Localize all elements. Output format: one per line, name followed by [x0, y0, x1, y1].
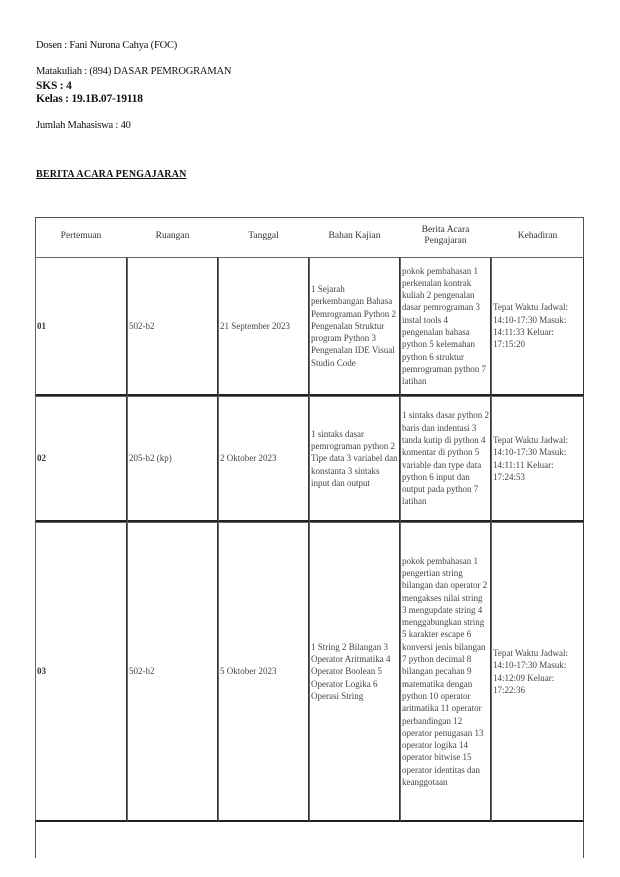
column-header-ruangan: Ruangan	[155, 230, 190, 241]
column-header-pertemuan: Pertemuan	[60, 230, 102, 241]
table-header-row	[35, 217, 584, 255]
cell-kehadiran: Tepat Waktu Jadwal: 14:10-17:30 Masuk: 14:11:11 Keluar: 17:24:53	[491, 396, 584, 522]
student-count-line: Jumlah Mahasiswa : 40	[36, 120, 131, 131]
cell-tanggal: 2 Oktober 2023	[218, 396, 309, 522]
cell-pertemuan: 03	[35, 522, 127, 822]
cell-tanggal: 5 Oktober 2023	[218, 522, 309, 822]
cell-berita-acara: pokok pembahasan 1 pengertian string bilangan dan operator 2 mengakses nilai string 3 mengupdate string 4 menggabungkan string 5 karakter escape 6 konversi jenis bilangan 7 python decimal 8 bilangan pecahan 9 matematika dengan python 10 operator aritmatika 11 operator perbandingan 12 operator penugasan 13 operator logika 14 operator bitwise 15 operator identitas dan keanggotaan	[400, 522, 491, 822]
column-header-berita-acara: Berita Acara Pengajaran	[421, 225, 470, 246]
table-row	[35, 396, 584, 522]
credits-line: SKS : 4	[36, 80, 72, 92]
column-header-tanggal: Tanggal	[248, 230, 279, 241]
cell-berita-acara: 1 sintaks dasar python 2 baris dan indentasi 3 tanda kutip di python 4 komentar di python 5 variable dan type data python 6 input dan output pada python 7 latihan	[400, 396, 491, 522]
table-row	[35, 522, 584, 822]
cell-bahan-kajian: 1 Sejarah perkembangan Bahasa Pemrograman Python 2 Pengenalan Struktur program Python 3 Pengenalan IDE Visual Studio Code	[309, 257, 400, 396]
cell-ruangan: 502-b2	[127, 522, 218, 822]
cell-tanggal: 21 September 2023	[218, 257, 309, 396]
cell-ruangan: 205-b2 (kp)	[127, 396, 218, 522]
table-row	[35, 257, 584, 396]
column-header-bahan-kajian: Bahan Kajian	[328, 230, 381, 241]
cell-berita-acara: pokok pembahasan 1 perkenalan kontrak kuliah 2 pengenalan dasar pemrograman 3 instal tools 4 pengenalan bahasa python 5 kelemahan python 6 struktur pemrograman python 7 latihan	[400, 257, 491, 396]
cell-ruangan: 502-b2	[127, 257, 218, 396]
teaching-record-table	[35, 217, 584, 827]
column-header-kehadiran: Kehadiran	[517, 230, 558, 241]
lecturer-line: Dosen : Fani Nurona Cahya (FOC)	[36, 40, 178, 51]
class-line: Kelas : 19.1B.07-19118	[36, 93, 143, 105]
cell-kehadiran: Tepat Waktu Jadwal: 14:10-17:30 Masuk: 14:12:09 Keluar: 17:22:36	[491, 522, 584, 822]
cell-bahan-kajian: 1 sintaks dasar pemrograman python 2 Tipe data 3 variabel dan konstanta 3 sintaks input dan output	[309, 396, 400, 522]
cell-bahan-kajian: 1 String 2 Bilangan 3 Operator Aritmatika 4 Operator Boolean 5 Operator Logika 6 Operasi String	[309, 522, 400, 822]
section-title: BERITA ACARA PENGAJARAN	[36, 169, 187, 180]
cell-kehadiran: Tepat Waktu Jadwal: 14:10-17:30 Masuk: 14:11:33 Keluar: 17:15:20	[491, 257, 584, 396]
cell-pertemuan: 02	[35, 396, 127, 522]
cell-pertemuan: 01	[35, 257, 127, 396]
course-line: Matakuliah : (894) DASAR PEMROGRAMAN	[36, 66, 232, 77]
